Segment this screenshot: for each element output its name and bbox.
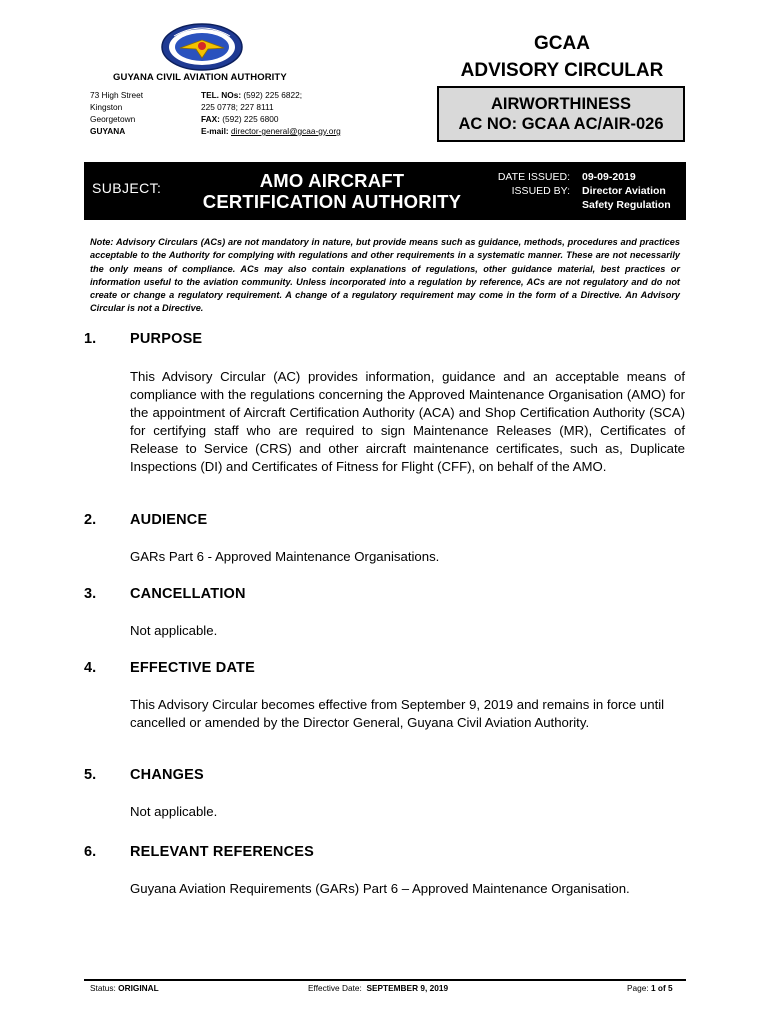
page-label: Page:	[627, 983, 649, 993]
effective-date-value: SEPTEMBER 9, 2019	[366, 983, 449, 993]
contact-block	[201, 89, 341, 137]
section-body-effective-date: This Advisory Circular becomes effective from September 9, 2019 and remains in force until cancelled or amended by the Director General, Guyana Civil Aviation Authority.	[130, 697, 665, 730]
date-issued-value: 09-09-2019	[582, 171, 636, 183]
email-link[interactable]: director-general@gcaa-gy.org	[230, 126, 341, 136]
issued-by-value-1: Director Aviation	[582, 185, 666, 197]
subject-title	[182, 170, 482, 212]
section-number: 6.	[84, 844, 97, 860]
section-number: 1.	[84, 331, 97, 347]
section-number: 4.	[84, 660, 97, 676]
subject-bar	[84, 162, 686, 220]
section-body-purpose: This Advisory Circular (AC) provides information, guidance and an acceptable means of compliance with the regulations concerning the Approved Maintenance Organisation (AMO) for the appointment of Aircraft Certification Authority (ACA) and Shop Certification Authority (SCA) for certifying staff who are required to sign Maintenance Releases (MR), Certificates of Release to Service (CRS) and other aircraft maintenance certificates, such as, Duplicate Inspections (DI) and Certificates of Fitness for Flight (CFF), on behalf of the AMO.	[130, 369, 685, 474]
footer-effective-date	[308, 983, 448, 993]
section-heading-purpose: PURPOSE	[130, 331, 203, 347]
date-issued-label: DATE ISSUED:	[497, 171, 570, 183]
meta-values	[582, 170, 671, 212]
ac-number-box	[437, 86, 685, 142]
gcaa-logo	[160, 22, 244, 72]
title-line-1: GCAA	[534, 33, 590, 54]
status-label: Status:	[90, 983, 116, 993]
document-title	[440, 30, 684, 84]
subject-label: SUBJECT:	[92, 180, 162, 196]
section-heading-relevant-references: RELEVANT REFERENCES	[130, 844, 314, 860]
section-heading-cancellation: CANCELLATION	[130, 586, 246, 602]
issued-by-label: ISSUED BY:	[511, 185, 570, 197]
ac-number: AC NO: GCAA AC/AIR-026	[458, 115, 664, 133]
fax-label: FAX:	[201, 114, 220, 124]
section-heading-audience: AUDIENCE	[130, 512, 208, 528]
email-label: E-mail:	[201, 126, 229, 136]
page-value: 1 of 5	[651, 983, 673, 993]
footer-divider	[84, 979, 686, 981]
fax-value: (592) 225 6800	[222, 114, 279, 124]
status-value: ORIGINAL	[118, 983, 159, 993]
effective-date-label: Effective Date:	[308, 983, 362, 993]
subject-title-line-2: CERTIFICATION AUTHORITY	[202, 191, 462, 212]
subject-title-line-1: AMO AIRCRAFT	[259, 170, 405, 191]
tel-value: (592) 225 6822;	[243, 90, 303, 100]
section-body-audience: GARs Part 6 - Approved Maintenance Organisations.	[130, 549, 440, 564]
address-line: Kingston	[90, 102, 123, 112]
meta-labels	[488, 170, 570, 198]
address-line: 73 High Street	[90, 90, 144, 100]
section-heading-effective-date: EFFECTIVE DATE	[130, 660, 255, 676]
category-label: AIRWORTHINESS	[491, 95, 631, 113]
section-body-changes: Not applicable.	[130, 804, 218, 819]
address-block	[90, 89, 143, 137]
address-line: Georgetown	[90, 114, 136, 124]
tel-value-2: 225 0778; 227 8111	[201, 102, 274, 112]
section-number: 3.	[84, 586, 97, 602]
section-body-cancellation: Not applicable.	[130, 623, 218, 638]
section-heading-changes: CHANGES	[130, 767, 204, 783]
advisory-note: Note: Advisory Circulars (ACs) are not mandatory in nature, but provide means such as guidance, methods, procedures and practices acceptable to the Authority for complying with regulations and other requirements in a systematic manner. These are not necessarily the only means of compliance. ACs may also contain explanations of regulations, other guidance material, best practices or information useful to the aviation community. Unless incorporated into a regulation by reference, ACs are not regulatory and do not create or change a regulatory requirement. A change of a regulatory requirement may come in the form of a Directive. An Advisory Circular is not a Directive.	[90, 237, 680, 314]
issued-by-value-2: Safety Regulation	[582, 199, 671, 211]
section-number: 5.	[84, 767, 97, 783]
section-number: 2.	[84, 512, 97, 528]
org-name: GUYANA CIVIL AVIATION AUTHORITY	[113, 72, 287, 83]
tel-label: TEL. NOs:	[201, 90, 242, 100]
section-body-relevant-references: Guyana Aviation Requirements (GARs) Part 6 – Approved Maintenance Organisation.	[130, 881, 630, 896]
footer-page-number	[627, 983, 673, 993]
address-country: GUYANA	[90, 126, 126, 136]
title-line-2: ADVISORY CIRCULAR	[460, 60, 664, 81]
footer-status	[90, 983, 159, 993]
